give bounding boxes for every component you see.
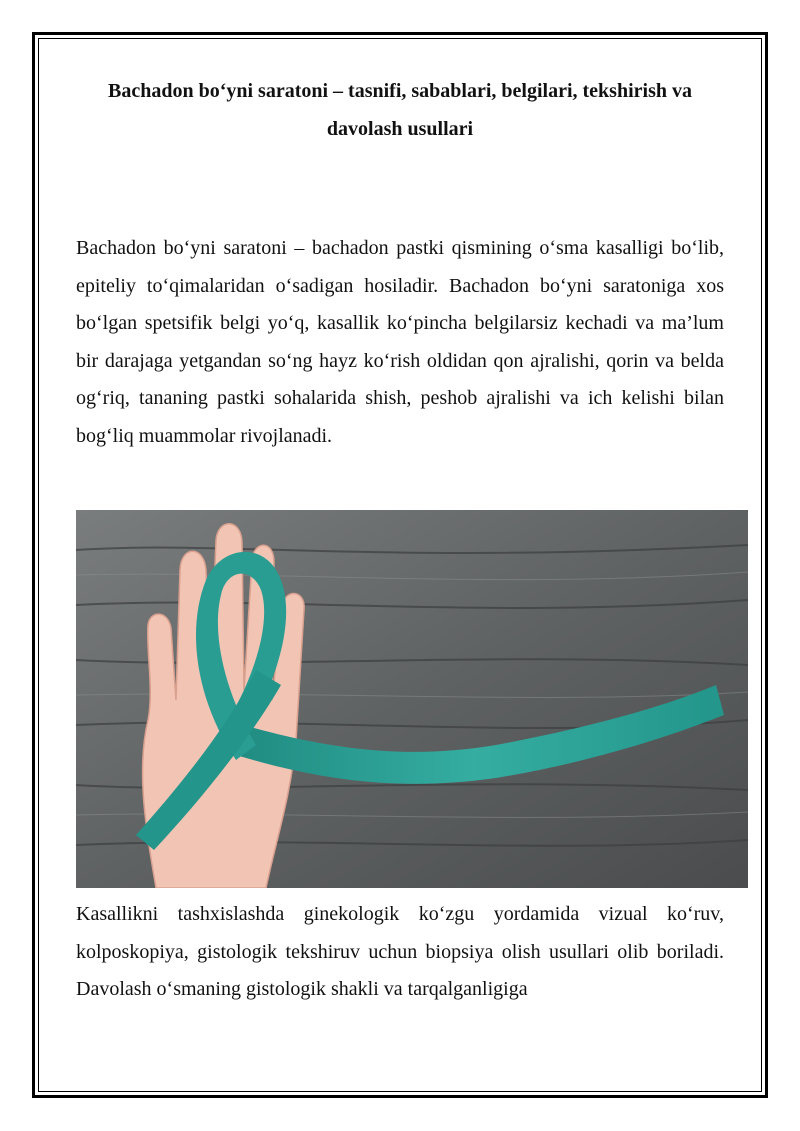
awareness-ribbon-photo	[76, 510, 748, 888]
paragraph-diagnosis: Kasallikni tashxislashda ginekologik ko‘zgu yordamida vizual ko‘ruv, kolposkopiya, gistologik tekshiruv uchun biopsiya olish usullari olib boriladi. Davolash o‘smaning gistologik shakli va tarqalganligiga	[76, 903, 724, 1000]
paragraph-intro: Bachadon bo‘yni saratoni – bachadon pastki qismining o‘sma kasalligi bo‘lib, epiteliy to‘qimalaridan o‘sadigan hosiladir. Bachadon bo‘yni saratoniga xos bo‘lgan spetsifik belgi yo‘q, kasallik ko‘pincha belgilarsiz kechadi va ma’lum bir darajaga yetgandan so‘ng hayz ko‘rish oldidan qon ajralishi, qorin va belda og‘riq, tananing pastki sohalarida shish, peshob ajralishi va ich kelishi bilan bog‘liq muammolar rivojlanadi.	[76, 237, 724, 447]
document-title: Bachadon bo‘yni saratoni – tasnifi, sabablari, belgilari, tekshirish va davolash usullari	[108, 80, 692, 140]
